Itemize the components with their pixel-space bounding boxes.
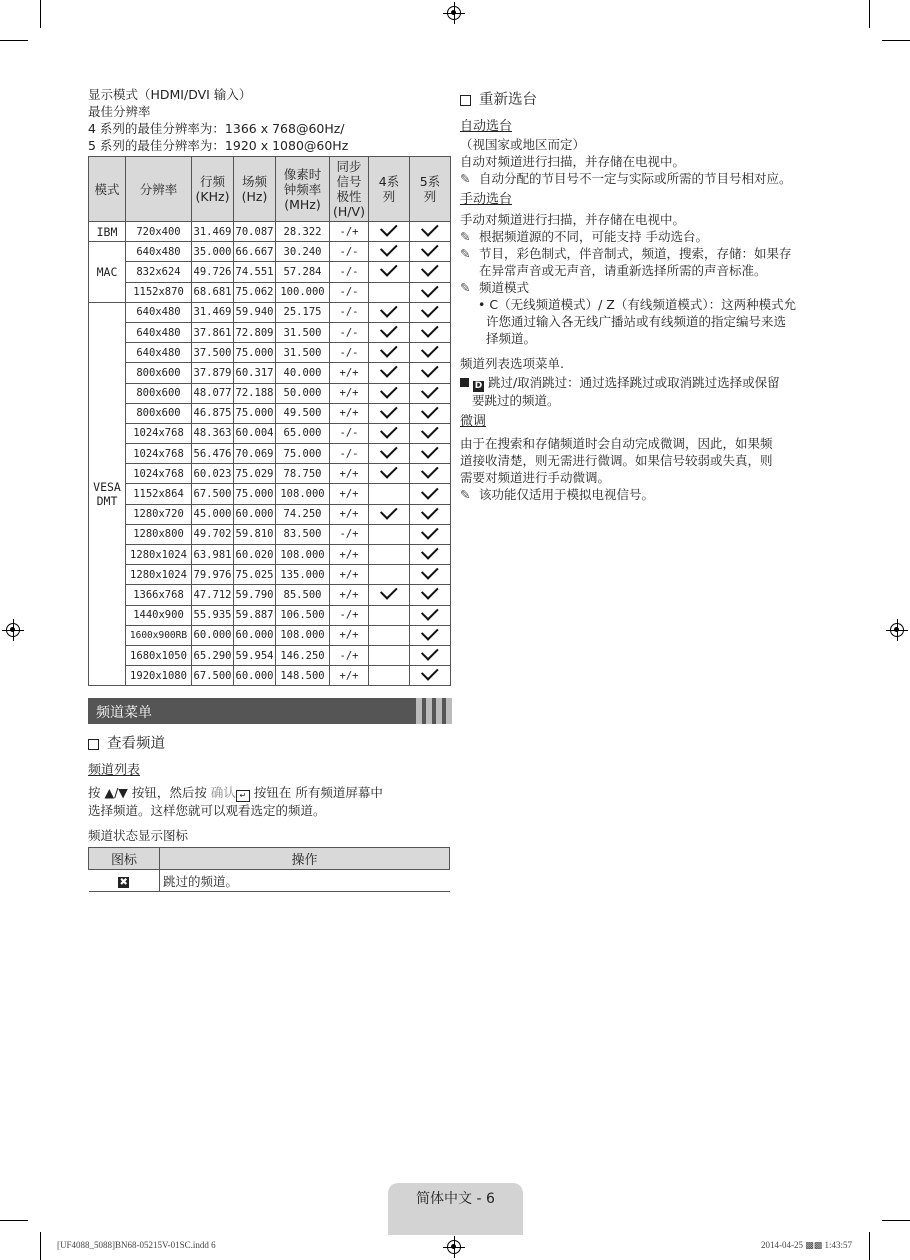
cell-v: 59.790 xyxy=(234,585,276,605)
cell-h: 55.935 xyxy=(192,605,234,625)
crop-mark xyxy=(882,1220,910,1221)
cell-h: 31.469 xyxy=(192,302,234,322)
auto-tune-desc: 自动对频道进行扫描，并存储在电视中。 xyxy=(460,154,686,169)
check-mark-icon xyxy=(379,320,397,338)
check-mark-icon xyxy=(420,482,438,500)
table-row xyxy=(89,504,451,524)
cell-pol: -/- xyxy=(330,302,369,322)
cell-h: 56.476 xyxy=(192,444,234,464)
check-mark-icon xyxy=(379,441,397,459)
cell-v: 60.000 xyxy=(234,625,276,645)
action-column-header: 操作 xyxy=(160,848,450,870)
cell-clk: 75.000 xyxy=(276,444,330,464)
cell-res: 800x600 xyxy=(126,363,192,383)
cell-s4 xyxy=(369,545,410,565)
check-mark-icon xyxy=(420,502,438,520)
registration-mark-icon xyxy=(447,6,461,20)
check-mark-icon xyxy=(379,260,397,278)
auto-tune-region-note: （视国家或地区而定） xyxy=(460,137,586,152)
mode-cell: VESA DMT xyxy=(89,302,126,686)
cell-h: 49.702 xyxy=(192,524,234,544)
cell-pol: +/+ xyxy=(330,565,369,585)
skipped-channel-text: 跳过的频道。 xyxy=(160,870,450,892)
check-mark-icon xyxy=(420,441,438,459)
cell-s4 xyxy=(369,666,410,686)
cell-clk: 108.000 xyxy=(276,545,330,565)
cell-clk: 106.500 xyxy=(276,605,330,625)
channel-menu-banner xyxy=(88,698,450,724)
check-mark-icon xyxy=(420,360,438,378)
check-mark-icon xyxy=(420,280,438,298)
cell-s4 xyxy=(369,322,410,342)
cell-s4 xyxy=(369,464,410,484)
cell-v: 72.809 xyxy=(234,322,276,342)
column-header: 模式 xyxy=(89,157,126,222)
check-mark-icon xyxy=(379,300,397,318)
cell-res: 800x600 xyxy=(126,383,192,403)
check-mark-icon xyxy=(379,421,397,439)
crop-mark xyxy=(882,40,910,41)
cell-clk: 40.000 xyxy=(276,363,330,383)
cell-s4 xyxy=(369,585,410,605)
cell-v: 60.000 xyxy=(234,666,276,686)
cell-s4 xyxy=(369,504,410,524)
cell-s5 xyxy=(410,484,451,504)
registration-mark-icon xyxy=(890,623,904,637)
cell-pol: -/- xyxy=(330,262,369,282)
cell-h: 48.077 xyxy=(192,383,234,403)
cell-res: 1280x1024 xyxy=(126,565,192,585)
cell-s5 xyxy=(410,302,451,322)
series4-optimal-resolution: 4 系列的最佳分辨率为：1366 x 768@60Hz/ xyxy=(88,121,345,136)
column-header: 行频 (KHz) xyxy=(192,157,234,222)
skipped-channel-icon: ✖ xyxy=(119,877,128,889)
cell-pol: +/+ xyxy=(330,484,369,504)
cell-v: 75.025 xyxy=(234,565,276,585)
series5-optimal-resolution: 5 系列的最佳分辨率为：1920 x 1080@60Hz xyxy=(88,138,349,153)
crop-mark xyxy=(869,0,870,28)
cell-h: 37.861 xyxy=(192,322,234,342)
cell-s5 xyxy=(410,585,451,605)
cell-res: 1680x1050 xyxy=(126,645,192,665)
cell-pol: -/+ xyxy=(330,605,369,625)
cell-s5 xyxy=(410,666,451,686)
channel-list-instruction-2: 选择频道。这样您就可以观看选定的频道。 xyxy=(88,803,326,819)
status-icon-heading: 频道状态显示图标 xyxy=(88,828,189,844)
check-mark-icon xyxy=(420,300,438,318)
cell-h: 63.981 xyxy=(192,545,234,565)
manual-tune-heading: 手动选台 xyxy=(460,192,513,207)
cell-s4 xyxy=(369,524,410,544)
cell-pol: +/+ xyxy=(330,383,369,403)
cell-clk: 108.000 xyxy=(276,625,330,645)
cell-clk: 28.322 xyxy=(276,222,330,242)
channel-list-options: 频道列表选项菜单. xyxy=(460,356,564,371)
cell-h: 65.290 xyxy=(192,645,234,665)
table-row xyxy=(89,302,451,322)
cell-res: 832x624 xyxy=(126,262,192,282)
column-header: 4系 列 xyxy=(369,157,410,222)
check-mark-icon xyxy=(420,562,438,580)
optimal-resolution-label: 最佳分辨率 xyxy=(88,104,151,119)
check-mark-icon xyxy=(379,502,397,520)
cell-s4 xyxy=(369,403,410,423)
check-mark-icon xyxy=(420,461,438,479)
table-row xyxy=(89,444,451,464)
fine-tune-desc-1: 由于在搜索和存储频道时会自动完成微调，因此，如果频 xyxy=(460,436,773,451)
cell-v: 59.810 xyxy=(234,524,276,544)
cell-clk: 25.175 xyxy=(276,302,330,322)
cell-res: 1024x768 xyxy=(126,464,192,484)
cell-v: 60.004 xyxy=(234,423,276,443)
cell-clk: 30.240 xyxy=(276,242,330,262)
page-number-tab xyxy=(388,1183,523,1235)
skip-option-2: 要跳过的频道。 xyxy=(472,393,560,408)
table-row xyxy=(89,625,451,645)
channel-status-icon-table xyxy=(88,847,450,892)
check-mark-icon xyxy=(420,320,438,338)
table-row xyxy=(89,423,451,443)
cell-s5 xyxy=(410,282,451,302)
column-header: 分辨率 xyxy=(126,157,192,222)
cell-s5 xyxy=(410,363,451,383)
pencil-note-icon: ✎ xyxy=(460,487,471,502)
cell-h: 60.000 xyxy=(192,625,234,645)
cell-s4 xyxy=(369,605,410,625)
table-row xyxy=(89,870,450,892)
column-header: 场频 (Hz) xyxy=(234,157,276,222)
cell-pol: -/+ xyxy=(330,222,369,242)
cell-v: 75.000 xyxy=(234,343,276,363)
cell-h: 47.712 xyxy=(192,585,234,605)
check-mark-icon xyxy=(420,643,438,661)
cell-res: 1280x1024 xyxy=(126,545,192,565)
display-mode-table xyxy=(88,156,451,686)
cell-clk: 135.000 xyxy=(276,565,330,585)
cell-v: 74.551 xyxy=(234,262,276,282)
cell-s5 xyxy=(410,383,451,403)
crop-mark xyxy=(40,0,41,28)
cell-h: 31.469 xyxy=(192,222,234,242)
cell-pol: +/+ xyxy=(330,363,369,383)
cell-s5 xyxy=(410,403,451,423)
check-mark-icon xyxy=(420,340,438,358)
table-row xyxy=(89,242,451,262)
cell-s5 xyxy=(410,262,451,282)
cell-s5 xyxy=(410,645,451,665)
cell-pol: -/- xyxy=(330,282,369,302)
cell-s5 xyxy=(410,504,451,524)
crop-mark xyxy=(869,1232,870,1260)
auto-tune-note: ✎ 自动分配的节目号不一定与实际或所需的节目号相对应。 xyxy=(460,171,792,186)
cell-res: 1152x870 xyxy=(126,282,192,302)
cell-s4 xyxy=(369,262,410,282)
cell-s4 xyxy=(369,383,410,403)
cell-h: 45.000 xyxy=(192,504,234,524)
print-slug-file: [UF4088_5088]BN68-05215V-01SC.indd 6 xyxy=(57,1240,216,1250)
check-mark-icon xyxy=(420,542,438,560)
cell-s5 xyxy=(410,625,451,645)
display-mode-title: 显示模式（HDMI/DVI 输入） xyxy=(88,87,252,102)
cell-v: 59.940 xyxy=(234,302,276,322)
cell-pol: +/+ xyxy=(330,504,369,524)
cell-pol: -/+ xyxy=(330,645,369,665)
registration-mark-icon xyxy=(6,623,20,637)
left-column xyxy=(88,86,450,892)
channel-mode-detail: • C（无线频道模式）/ Z（有线频道模式）：这两种模式允 许您通过输入各无线广播站或有线频道的指定编号来选 择频道。 xyxy=(478,297,797,346)
table-row xyxy=(89,484,451,504)
cell-v: 72.188 xyxy=(234,383,276,403)
mode-cell: IBM xyxy=(89,222,126,242)
pencil-note-icon: ✎ xyxy=(460,246,471,261)
check-mark-icon xyxy=(379,401,397,419)
check-mark-icon xyxy=(379,381,397,399)
cell-h: 49.726 xyxy=(192,262,234,282)
check-mark-icon xyxy=(420,401,438,419)
black-square-icon xyxy=(460,378,469,387)
cell-clk: 100.000 xyxy=(276,282,330,302)
auto-tune-heading: 自动选台 xyxy=(460,119,513,134)
check-mark-icon xyxy=(379,340,397,358)
check-mark-icon xyxy=(420,603,438,621)
check-mark-icon xyxy=(379,360,397,378)
channel-menu-title: 频道菜单 xyxy=(96,705,152,722)
cell-s5 xyxy=(410,464,451,484)
cell-s4 xyxy=(369,363,410,383)
check-mark-icon xyxy=(379,219,397,237)
cell-s4 xyxy=(369,423,410,443)
cell-res: 1600x900RB xyxy=(126,625,192,645)
cell-clk: 85.500 xyxy=(276,585,330,605)
cell-clk: 49.500 xyxy=(276,403,330,423)
retune-heading: 重新选台 xyxy=(460,90,825,110)
table-row xyxy=(89,524,451,544)
cell-res: 1152x864 xyxy=(126,484,192,504)
cell-h: 46.875 xyxy=(192,403,234,423)
table-row xyxy=(89,403,451,423)
table-row xyxy=(89,383,451,403)
cell-h: 79.976 xyxy=(192,565,234,585)
cell-clk: 65.000 xyxy=(276,423,330,443)
cell-pol: +/+ xyxy=(330,625,369,645)
cell-v: 75.062 xyxy=(234,282,276,302)
cell-clk: 74.250 xyxy=(276,504,330,524)
channel-mode-note: ✎ 频道模式 xyxy=(460,280,530,295)
enter-key-icon: ↵ xyxy=(236,790,250,802)
cell-res: 1024x768 xyxy=(126,444,192,464)
print-slug-date: 2014-04-25 ▩▩ 1:43:57 xyxy=(760,1240,852,1250)
check-mark-icon xyxy=(379,583,397,601)
pencil-note-icon: ✎ xyxy=(460,229,471,244)
column-header: 像素时 钟频率 (MHz) xyxy=(276,157,330,222)
cell-res: 720x400 xyxy=(126,222,192,242)
cell-pol: -/- xyxy=(330,322,369,342)
cell-res: 1920x1080 xyxy=(126,666,192,686)
cell-clk: 148.500 xyxy=(276,666,330,686)
check-mark-icon xyxy=(379,461,397,479)
cell-h: 37.500 xyxy=(192,343,234,363)
cell-clk: 50.000 xyxy=(276,383,330,403)
cell-pol: -/- xyxy=(330,242,369,262)
cell-pol: +/+ xyxy=(330,464,369,484)
icon-column-header: 图标 xyxy=(89,848,160,870)
check-mark-icon xyxy=(420,623,438,641)
cell-pol: +/+ xyxy=(330,403,369,423)
manual-tune-desc: 手动对频道进行扫描，并存储在电视中。 xyxy=(460,212,686,227)
check-mark-icon xyxy=(420,219,438,237)
cell-clk: 31.500 xyxy=(276,322,330,342)
check-mark-icon xyxy=(420,663,438,681)
table-row xyxy=(89,322,451,342)
check-mark-icon xyxy=(420,381,438,399)
crop-mark xyxy=(40,1232,41,1260)
page-number: 简体中文 - 6 xyxy=(416,1191,495,1207)
table-row xyxy=(89,645,451,665)
cell-s5 xyxy=(410,524,451,544)
cell-v: 60.020 xyxy=(234,545,276,565)
table-row xyxy=(89,343,451,363)
channel-list-instruction: 按 ▲/▼ 按钮，然后按 确认 ↵ 按钮在 所有频道屏幕中 xyxy=(88,785,383,801)
cell-clk: 83.500 xyxy=(276,524,330,544)
cell-res: 800x600 xyxy=(126,403,192,423)
cell-res: 640x480 xyxy=(126,242,192,262)
cell-h: 60.023 xyxy=(192,464,234,484)
right-column xyxy=(460,90,825,503)
square-bullet-icon xyxy=(460,95,471,106)
cell-s4 xyxy=(369,625,410,645)
registration-mark-icon xyxy=(447,1240,461,1254)
cell-v: 75.029 xyxy=(234,464,276,484)
cell-clk: 57.284 xyxy=(276,262,330,282)
cell-v: 75.000 xyxy=(234,484,276,504)
cell-h: 35.000 xyxy=(192,242,234,262)
fine-tune-heading: 微调 xyxy=(460,414,487,429)
table-header-row xyxy=(89,157,451,222)
channel-list-heading: 频道列表 xyxy=(88,763,141,779)
cell-h: 68.681 xyxy=(192,282,234,302)
cell-res: 1280x800 xyxy=(126,524,192,544)
fine-tune-desc-2: 道接收清楚，则无需进行微调。如果信号较弱或失真，则 xyxy=(460,453,773,468)
cell-s4 xyxy=(369,484,410,504)
cell-pol: -/- xyxy=(330,343,369,363)
cell-pol: +/+ xyxy=(330,545,369,565)
view-channel-heading: 查看频道 xyxy=(88,734,450,754)
pencil-note-icon: ✎ xyxy=(460,280,471,295)
mode-cell: MAC xyxy=(89,242,126,303)
table-row xyxy=(89,545,451,565)
cell-s5 xyxy=(410,423,451,443)
cell-pol: +/+ xyxy=(330,585,369,605)
check-mark-icon xyxy=(420,583,438,601)
cell-s4 xyxy=(369,645,410,665)
table-row xyxy=(89,565,451,585)
manual-tune-note-1: ✎ 根据频道源的不同，可能支持 手动选台。 xyxy=(460,229,708,244)
table-row xyxy=(89,363,451,383)
crop-mark xyxy=(0,40,28,41)
cell-res: 640x480 xyxy=(126,343,192,363)
cell-s5 xyxy=(410,605,451,625)
skip-option: D 跳过/取消跳过：通过选择跳过或取消跳过选择或保留 xyxy=(460,374,825,392)
cell-res: 640x480 xyxy=(126,322,192,342)
delete-key-icon: D xyxy=(474,381,483,391)
square-bullet-icon xyxy=(88,739,99,750)
cell-clk: 78.750 xyxy=(276,464,330,484)
table-row xyxy=(89,222,451,242)
check-mark-icon xyxy=(420,260,438,278)
cell-v: 59.887 xyxy=(234,605,276,625)
pencil-note-icon: ✎ xyxy=(460,171,471,186)
cell-v: 66.667 xyxy=(234,242,276,262)
cell-clk: 108.000 xyxy=(276,484,330,504)
check-mark-icon xyxy=(420,421,438,439)
cell-v: 59.954 xyxy=(234,645,276,665)
manual-tune-note-2: ✎ 节目，彩色制式，伴音制式，频道，搜索，存储：如果存 在异常声音或无声音，请重新选择所需的声音标准。 xyxy=(460,246,792,278)
cell-clk: 146.250 xyxy=(276,645,330,665)
table-row xyxy=(89,666,451,686)
cell-pol: -/- xyxy=(330,444,369,464)
cell-res: 1440x900 xyxy=(126,605,192,625)
fine-tune-desc-3: 需要对频道进行手动微调。 xyxy=(460,470,611,485)
table-row xyxy=(89,262,451,282)
check-mark-icon xyxy=(379,239,397,257)
cell-h: 48.363 xyxy=(192,423,234,443)
column-header: 同步 信号 极性 (H/V) xyxy=(330,157,369,222)
cell-res: 1024x768 xyxy=(126,423,192,443)
cell-pol: -/- xyxy=(330,423,369,443)
cell-v: 60.317 xyxy=(234,363,276,383)
table-row xyxy=(89,282,451,302)
cell-v: 70.069 xyxy=(234,444,276,464)
table-row xyxy=(89,585,451,605)
table-row xyxy=(89,605,451,625)
fine-tune-note: ✎ 该功能仅适用于模拟电视信号。 xyxy=(460,487,655,502)
cell-v: 70.087 xyxy=(234,222,276,242)
cell-pol: -/+ xyxy=(330,524,369,544)
cell-res: 640x480 xyxy=(126,302,192,322)
table-row xyxy=(89,464,451,484)
cell-s4 xyxy=(369,282,410,302)
cell-s4 xyxy=(369,302,410,322)
cell-res: 1280x720 xyxy=(126,504,192,524)
check-mark-icon xyxy=(420,522,438,540)
cell-h: 67.500 xyxy=(192,484,234,504)
crop-mark xyxy=(0,1220,28,1221)
cell-res: 1366x768 xyxy=(126,585,192,605)
cell-pol: +/+ xyxy=(330,666,369,686)
cell-h: 67.500 xyxy=(192,666,234,686)
cell-h: 37.879 xyxy=(192,363,234,383)
cell-s5 xyxy=(410,322,451,342)
column-header: 5系 列 xyxy=(410,157,451,222)
cell-v: 60.000 xyxy=(234,504,276,524)
cell-v: 75.000 xyxy=(234,403,276,423)
check-mark-icon xyxy=(420,239,438,257)
cell-clk: 31.500 xyxy=(276,343,330,363)
